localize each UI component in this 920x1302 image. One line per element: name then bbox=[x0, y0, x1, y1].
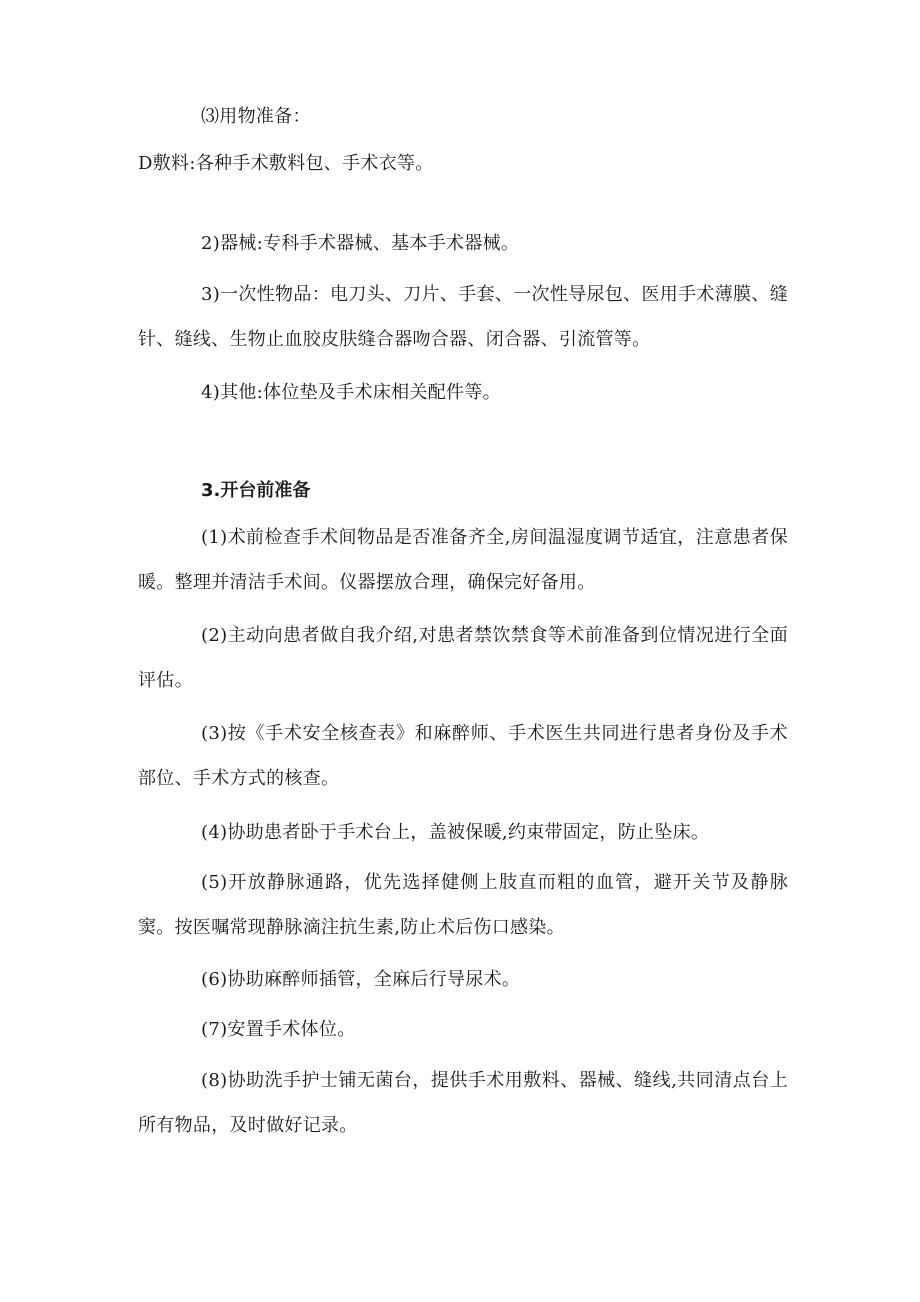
equipment-item-disposables: 3)一次性物品：电刀头、刀片、手套、一次性导尿包、医用手术薄膜、缝针、缝线、生物止血胶皮肤缝合器吻合器、闭合器、引流管等。 bbox=[138, 284, 788, 350]
pre-op-step-5: (5)开放静脉通路，优先选择健侧上肢直而粗的血管，避开关节及静脉窦。按医嘱常现静脉滴注抗生素,防止术后伤口感染。 bbox=[138, 872, 788, 938]
pre-op-step-3: (3)按《手术安全核查表》和麻醉师、手术医生共同进行患者身份及手术部位、手术方式的核查。 bbox=[138, 723, 788, 789]
equipment-item-other: 4)其他:体位垫及手术床相关配件等。 bbox=[201, 382, 501, 403]
pre-op-step-1: (1)术前检查手术间物品是否准备齐全,房间温湿度调节适宜，注意患者保暖。整理并清洁手术间。仪器摆放合理，确保完好备用。 bbox=[138, 527, 788, 593]
pre-op-step-6: (6)协助麻醉师插管，全麻后行导尿术。 bbox=[201, 969, 521, 990]
pre-op-step-2: (2)主动向患者做自我介绍,对患者禁饮禁食等术前准备到位情况进行全面评估。 bbox=[138, 625, 788, 691]
pre-op-step-7: (7)安置手术体位。 bbox=[201, 1019, 356, 1040]
section-heading-pre-op: 3.开台前准备 bbox=[201, 480, 311, 501]
equipment-prep-title: ⑶用物准备： bbox=[201, 106, 311, 127]
equipment-item-dressings: D敷料:各种手术敷料包、手术衣等。 bbox=[138, 153, 434, 174]
pre-op-step-4: (4)协助患者卧于手术台上，盖被保暖,约束带固定，防止坠床。 bbox=[201, 822, 710, 843]
equipment-item-instruments: 2)器械:专科手术器械、基本手术器械。 bbox=[201, 233, 520, 254]
pre-op-step-8: (8)协助洗手护士铺无菌台，提供手术用敷料、器械、缝线,共同清点台上所有物品，及时做好记录。 bbox=[138, 1070, 788, 1136]
